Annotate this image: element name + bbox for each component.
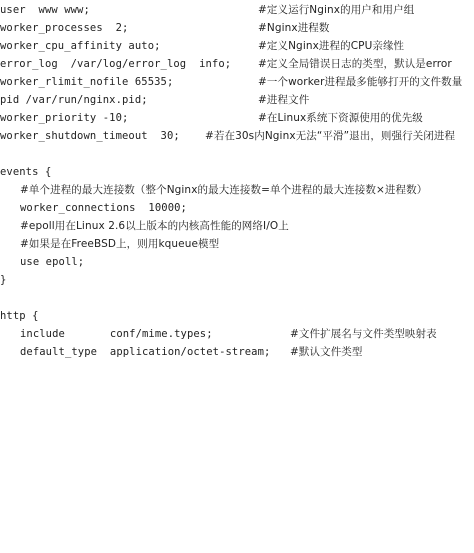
code-line: http { xyxy=(0,310,39,322)
code-line: use epoll; xyxy=(20,256,85,268)
code-line: #epoll用在Linux 2.6以上版本的内核高性能的网络I/O上 xyxy=(20,220,289,232)
code-line: include conf/mime.types; #文件扩展名与文件类型映射表 xyxy=(20,328,437,340)
code-line: #如果是在FreeBSD上，则用kqueue模型 xyxy=(20,238,220,250)
code-line: events { xyxy=(0,166,52,178)
code-line: error_log /var/log/error_log info; #定义全局错误日志的类型，默认是error xyxy=(0,58,452,70)
code-line: worker_cpu_affinity auto; #定义Nginx进程的CPU亲缘性 xyxy=(0,40,405,52)
code-line: worker_processes 2; #Nginx进程数 xyxy=(0,22,330,34)
code-line: pid /var/run/nginx.pid; #进程文件 xyxy=(0,94,310,106)
code-line: user www www; #定义运行Nginx的用户和用户组 xyxy=(0,4,415,16)
code-line: worker_connections 10000; xyxy=(20,202,187,214)
code-line: worker_shutdown_timeout 30; #若在30s内Nginx无法“平滑”退出，则强行关闭进程 xyxy=(0,130,456,142)
code-line: worker_priority -10; #在Linux系统下资源使用的优先级 xyxy=(0,112,423,124)
code-line: #单个进程的最大连接数（整个Nginx的最大连接数=单个进程的最大连接数×进程数） xyxy=(20,184,428,196)
code-line xyxy=(0,288,474,308)
code-line: worker_rlimit_nofile 65535; #一个worker进程最多能够打开的文件数量 xyxy=(0,76,463,88)
code-line: } xyxy=(0,274,7,286)
code-line xyxy=(0,144,474,164)
code-line: default_type application/octet-stream; #默认文件类型 xyxy=(20,346,363,358)
